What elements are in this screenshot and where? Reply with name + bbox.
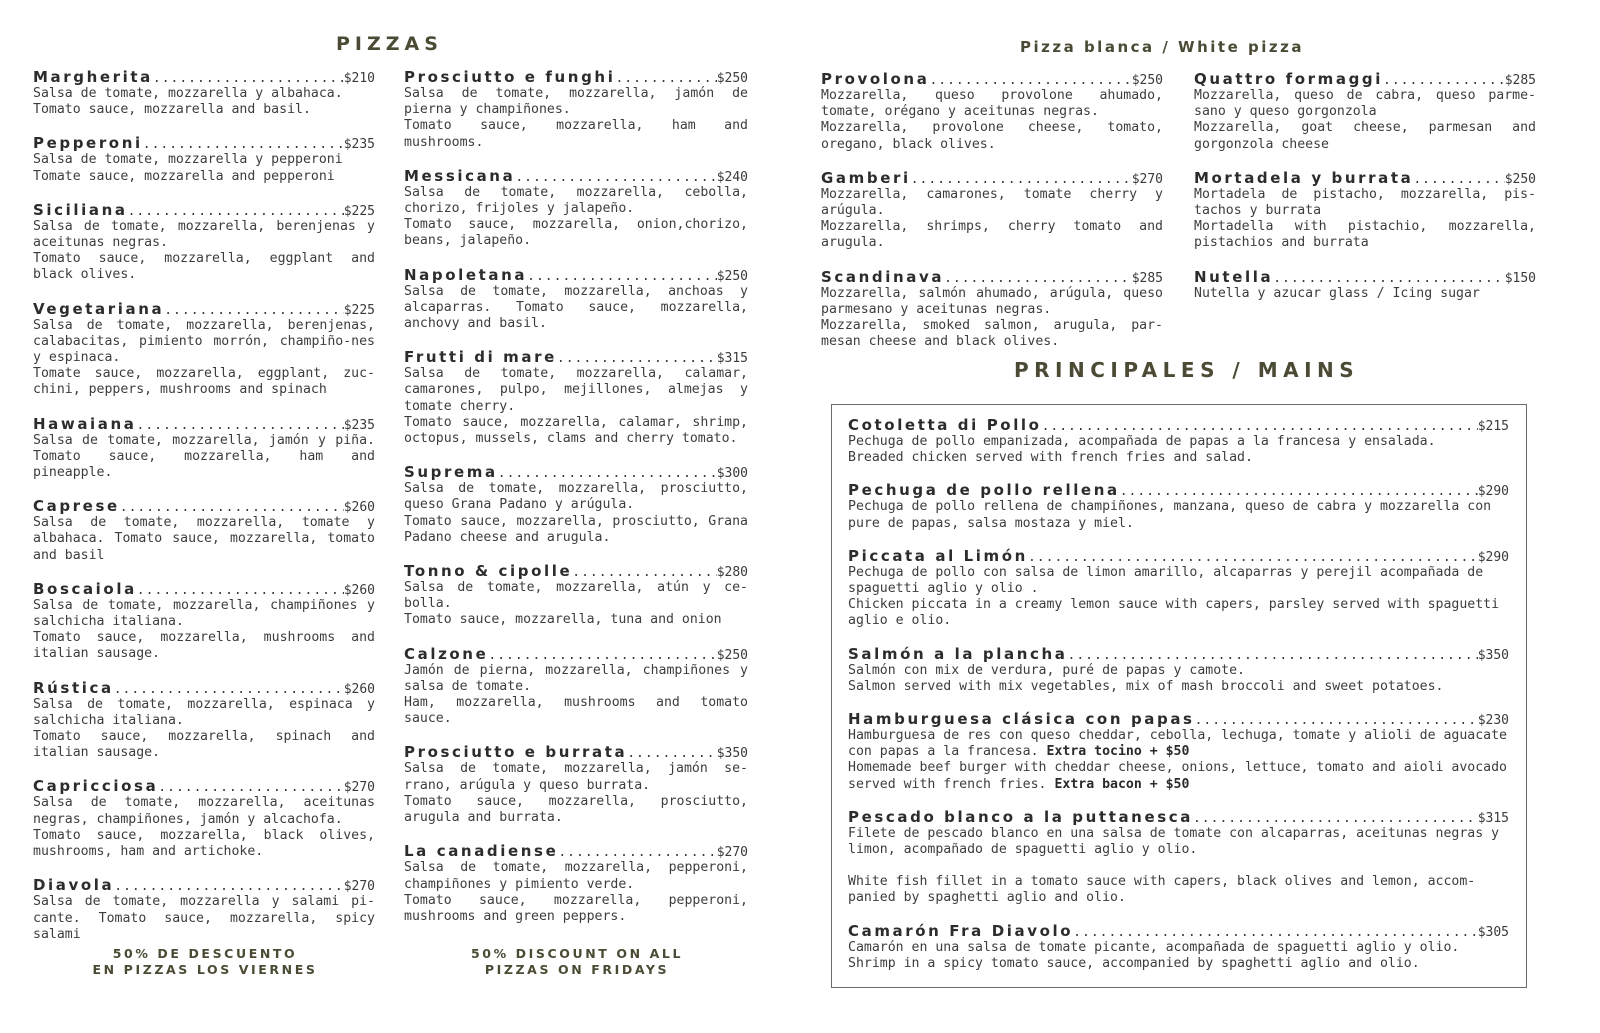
item-name: Caprese <box>33 497 120 516</box>
leader-dots <box>929 73 1131 88</box>
item-price: $240 <box>716 169 748 185</box>
menu-item <box>1194 70 1536 153</box>
leader-dots <box>498 466 717 481</box>
item-name: Provolona <box>821 70 930 88</box>
item-price: $235 <box>343 417 375 433</box>
item-price: $230 <box>1477 713 1509 729</box>
item-price: $250 <box>716 268 748 284</box>
item-price: $315 <box>1477 810 1509 826</box>
item-price: $280 <box>716 565 748 581</box>
item-name: Mortadela y burrata <box>1194 168 1414 187</box>
item-price: $225 <box>343 203 375 219</box>
menu-item <box>404 167 748 250</box>
leader-dots <box>153 71 344 86</box>
menu-item <box>33 68 375 118</box>
item-name: Suprema <box>404 463 498 482</box>
item-name: Hamburguesa clásica con papas <box>848 710 1195 729</box>
item-description: Mozzarella, queso provolone ahumado, tomate, orégano y aceitunas negras. Mozzarella, provolone cheese, tomato, oregano, black olives. <box>821 88 1163 152</box>
menu-item <box>404 68 748 151</box>
item-price: $215 <box>1477 419 1509 434</box>
leader-dots <box>488 648 716 663</box>
item-description: Pechuga de pollo con salsa de limon amarillo, alcaparras y perejil acompañada de spaguetti aglio y olio . Chicken piccata in a creamy lemon sauce with capers, parsley served with spaguetti aglio e olio. <box>848 564 1500 629</box>
item-name: Nutella <box>1194 267 1274 286</box>
item-description: Salsa de tomate, mozzarella, anchoas y alcaparras. Tomato sauce, mozzarella, anchovy and basil. <box>404 283 748 332</box>
item-description: Salsa de tomate, mozzarella, berenjenas y aceitunas negras. Tomato sauce, mozzarella, eggplant and black olives. <box>33 218 375 283</box>
leader-dots <box>120 500 344 515</box>
item-name: Pescado blanco a la puttanesca <box>848 807 1193 826</box>
item-name: Frutti di mare <box>404 348 557 367</box>
menu-item <box>33 777 375 860</box>
leader-dots <box>164 303 343 318</box>
leader-dots <box>1073 925 1478 940</box>
item-price: $235 <box>343 137 375 153</box>
menu-item <box>404 562 748 629</box>
menu-item <box>33 201 375 284</box>
item-price: $290 <box>1477 549 1509 565</box>
item-description: Salsa de tomate, mozzarella, pepperoni, champiñones y pimiento verde. Tomato sauce, mozzarella, pepperoni, mushrooms and green peppers. <box>404 860 748 924</box>
item-description: Salsa de tomate, mozzarella y albahaca. Tomato sauce, mozzarella and basil. <box>33 86 343 118</box>
menu-item <box>404 645 748 728</box>
menu-item <box>33 415 375 482</box>
item-description: Salsa de tomate, mozzarella, berenjenas, calabacitas, pimiento morrón, champiño-nes y espinaca. Tomate sauce, mozzarella, eggplant, zuc-chini, peppers, mushrooms and spinach <box>33 317 375 398</box>
item-price: $350 <box>1477 647 1509 663</box>
item-price: $260 <box>343 681 375 697</box>
item-description: Salsa de tomate, mozzarella y pepperoni Tomate sauce, mozzarella and pepperoni <box>33 152 343 184</box>
leader-dots <box>1120 484 1478 499</box>
item-name: Gamberi <box>821 168 911 187</box>
item-price: $250 <box>716 71 748 86</box>
item-price: $305 <box>1477 924 1509 940</box>
leader-dots <box>137 583 344 598</box>
item-description: Salsa de tomate, mozzarella, prosciutto, queso Grana Padano y arúgula. Tomato sauce, mozzarella, prosciutto, Grana Padano cheese and arugula. <box>404 481 748 545</box>
item-name: Prosciutto e burrata <box>404 743 628 762</box>
leader-dots <box>572 565 716 580</box>
item-name: Hawaiana <box>33 414 137 433</box>
item-price: $270 <box>343 879 375 895</box>
item-description: Salsa de tomate, mozzarella, jamón se-rrano, arúgula y queso burrata. Tomato sauce, mozzarella, prosciutto, arugula and burrata. <box>404 761 748 826</box>
item-price: $300 <box>716 466 748 482</box>
item-description: Mozzarella, camarones, tomate cherry y arúgula. Mozzarella, shrimps, cherry tomato and arugula. <box>821 186 1163 251</box>
mains-box <box>831 404 1527 988</box>
item-description: Mozzarella, salmón ahumado, arúgula, queso parmesano y aceitunas negras. Mozzarella, smoked salmon, arugula, par-mesan cheese and black olives. <box>821 285 1163 350</box>
item-description <box>848 728 1509 760</box>
extra-es: Extra tocino + $50 <box>1046 744 1190 760</box>
item-name: Camarón Fra Diavolo <box>848 921 1074 940</box>
menu-item <box>33 497 375 564</box>
leader-dots <box>114 682 344 697</box>
item-description-en: White fish fillet in a tomato sauce with capers, black olives and lemon, accom-panied by spaghetti aglio and olio. <box>848 874 1476 906</box>
leader-dots <box>515 170 716 185</box>
item-description: Salsa de tomate, mozzarella, calamar, camarones, pulpo, mejillones, almejas y tomate cherry. Tomato sauce, mozzarella, calamar, shrimp, octopus, mussels, clams and cherry tomato. <box>404 366 748 447</box>
leader-dots <box>1028 550 1478 565</box>
item-price: $350 <box>716 746 748 762</box>
promo-friday-es: 50% DE DESCUENTO EN PIZZAS LOS VIERNES <box>92 946 318 977</box>
item-name: Vegetariana <box>33 299 165 318</box>
menu-item <box>404 266 748 333</box>
leader-dots <box>158 780 343 795</box>
menu-item <box>848 547 1509 630</box>
item-price: $285 <box>1131 270 1163 286</box>
leader-dots <box>1195 713 1478 728</box>
menu-item <box>33 876 375 943</box>
menu-item <box>404 463 748 546</box>
white-pizza-column-2 <box>1194 70 1536 318</box>
item-name: Rústica <box>33 678 114 697</box>
item-description: Jamón de pierna, mozzarella, champiñones y salsa de tomate. Ham, mozzarella, mushrooms and tomato sauce. <box>404 662 748 727</box>
menu-item <box>848 481 1509 531</box>
menu-item <box>848 416 1509 466</box>
leader-dots <box>615 71 716 86</box>
item-description: Salsa de tomate, mozzarella, jamón y piña. Tomato sauce, mozzarella, ham and pineapple. <box>33 432 375 481</box>
mains-title: PRINCIPALES / MAINS <box>1014 358 1360 382</box>
item-name: Margherita <box>33 68 153 86</box>
pizza-column-1 <box>33 68 375 959</box>
item-description: Salsa de tomate, mozzarella, tomate y albahaca. Tomato sauce, mozzarella, tomato and basil <box>33 515 375 563</box>
leader-dots <box>114 879 343 894</box>
leader-dots <box>527 269 717 284</box>
menu-item <box>1194 169 1536 252</box>
item-description: Salsa de tomate, mozzarella, espinaca y salchicha italiana. Tomato sauce, mozzarella, spinach and italian sausage. <box>33 696 375 761</box>
item-description: Salsa de tomate, mozzarella, champiñones y salchicha italiana. Tomato sauce, mozzarella, mushrooms and italian sausage. <box>33 597 375 662</box>
leader-dots <box>944 271 1132 286</box>
menu-item <box>404 348 748 447</box>
item-description: Camarón en una salsa de tomate picante, acompañada de spaguetti aglio y olio. Shrimp in a spicy tomato sauce, accompanied by spaghetti aglio and olio. <box>848 939 1460 971</box>
item-description: Mortadela de pistacho, mozzarella, pis-tachos y burrata Mortadella with pistachio, mozzarella, pistachios and burrata <box>1194 186 1536 251</box>
menu-item <box>404 842 748 925</box>
leader-dots <box>128 204 344 219</box>
item-price: $250 <box>1504 171 1536 187</box>
white-pizza-title: Pizza blanca / White pizza <box>1020 38 1304 56</box>
leader-dots <box>557 351 717 366</box>
menu-item <box>33 679 375 762</box>
menu-item <box>848 645 1509 695</box>
item-description: Salsa de tomate, mozzarella, atún y ce-bolla. Tomato sauce, mozzarella, tuna and onion <box>404 580 748 628</box>
pizzas-title: PIZZAS <box>336 33 443 55</box>
item-name: Messicana <box>404 166 516 185</box>
menu-item <box>33 134 375 184</box>
item-name: Capricciosa <box>33 777 159 796</box>
item-name: Cotoletta di Pollo <box>848 416 1042 434</box>
extra-en: Extra bacon + $50 <box>1054 776 1190 792</box>
leader-dots <box>1273 271 1505 286</box>
item-price: $150 <box>1504 270 1536 286</box>
item-name: Tonno & cipolle <box>404 562 573 581</box>
item-name: Salmón a la plancha <box>848 644 1068 663</box>
menu-item <box>33 580 375 663</box>
leader-dots <box>1042 419 1478 434</box>
menu-item <box>33 300 375 399</box>
menu-item <box>821 70 1163 153</box>
item-description: Pechuga de pollo rellena de champiñones, manzana, queso de cabra y mozzarella con pure de papas, salsa mostaza y miel. <box>848 499 1492 531</box>
item-name: Calzone <box>404 644 489 663</box>
item-price: $250 <box>716 647 748 663</box>
item-description: Salsa de tomate, mozzarella, aceitunas negras, champiñones, jamón y alcachofa. Tomato sauce, mozzarella, black olives, mushrooms, ham and artichoke. <box>33 795 375 860</box>
item-price: $210 <box>343 71 375 86</box>
item-description: Salsa de tomate, mozzarella, jamón de pierna y champiñones. Tomato sauce, mozzarella, ham and mushrooms. <box>404 86 748 150</box>
item-price: $270 <box>1131 171 1163 187</box>
item-name: Piccata al Limón <box>848 546 1028 565</box>
item-name: Pepperoni <box>33 134 143 153</box>
leader-dots <box>143 137 344 152</box>
menu-item <box>404 743 748 826</box>
item-name: Napoletana <box>404 265 528 284</box>
leader-dots <box>137 418 344 433</box>
item-price: $250 <box>1131 73 1163 88</box>
description-es: Hamburguesa de res con queso cheddar, cebolla, lechuga, tomate y alioli de aguacate con papas a la francesa. <box>848 728 1507 760</box>
item-description-en <box>848 760 1509 792</box>
leader-dots <box>1068 648 1478 663</box>
item-name: Boscaiola <box>33 579 137 598</box>
item-price: $260 <box>343 500 375 516</box>
menu-item <box>848 710 1509 793</box>
spacer <box>848 858 1509 874</box>
promo-friday-en: 50% DISCOUNT ON ALL PIZZAS ON FRIDAYS <box>470 946 684 977</box>
item-price: $225 <box>343 302 375 318</box>
item-description: Salsa de tomate, mozzarella, cebolla, chorizo, frijoles y jalapeño. Tomato sauce, mozzarella, onion,chorizo, beans, jalapeño. <box>404 184 748 249</box>
item-name: Prosciutto e funghi <box>404 68 616 86</box>
menu-item <box>821 169 1163 252</box>
leader-dots <box>1383 73 1505 88</box>
menu-item <box>848 808 1509 907</box>
item-name: Diavola <box>33 876 115 895</box>
item-description: Filete de pescado blanco en una salsa de tomate con alcaparras, aceitunas negras y limon, acompañado de spaguetti aglio y olio. <box>848 825 1500 858</box>
item-price: $290 <box>1477 484 1509 500</box>
item-description: Pechuga de pollo empanizada, acompañada de papas a la francesa y ensalada. Breaded chicken served with french fries and salad. <box>848 434 1436 466</box>
item-price: $315 <box>716 351 748 367</box>
item-name: La canadiense <box>404 842 559 861</box>
item-name: Quattro formaggi <box>1194 70 1384 88</box>
leader-dots <box>1193 811 1478 826</box>
item-price: $260 <box>343 582 375 598</box>
menu-item <box>821 268 1163 351</box>
item-name: Scandinava <box>821 267 945 286</box>
item-description: Salsa de tomate, mozzarella y salami pi-cante. Tomato sauce, mozzarella, spicy salami <box>33 894 375 942</box>
leader-dots <box>1413 172 1504 187</box>
item-price: $270 <box>716 845 748 861</box>
item-name: Siciliana <box>33 200 128 219</box>
item-price: $285 <box>1504 73 1536 88</box>
pizza-column-2 <box>404 68 748 941</box>
white-pizza-column-1 <box>821 70 1163 366</box>
item-description: Salmón con mix de verdura, puré de papas y camote. Salmon served with mix vegetables, mix of mash broccoli and sweet potatoes. <box>848 662 1444 694</box>
leader-dots <box>627 746 716 761</box>
menu-item <box>848 922 1509 972</box>
item-description: Mozzarella, queso de cabra, queso parme-sano y queso gorgonzola Mozzarella, goat cheese, parmesan and gorgonzola cheese <box>1194 88 1536 152</box>
item-description: Nutella y azucar glass / Icing sugar <box>1194 285 1480 301</box>
leader-dots <box>911 172 1132 187</box>
menu-item <box>1194 268 1536 302</box>
description-en: Homemade beef burger with cheddar cheese, onions, lettuce, tomato and aioli avocado served with french fries. <box>848 760 1507 792</box>
item-name: Pechuga de pollo rellena <box>848 481 1120 500</box>
item-price: $270 <box>343 780 375 796</box>
leader-dots <box>558 845 716 860</box>
